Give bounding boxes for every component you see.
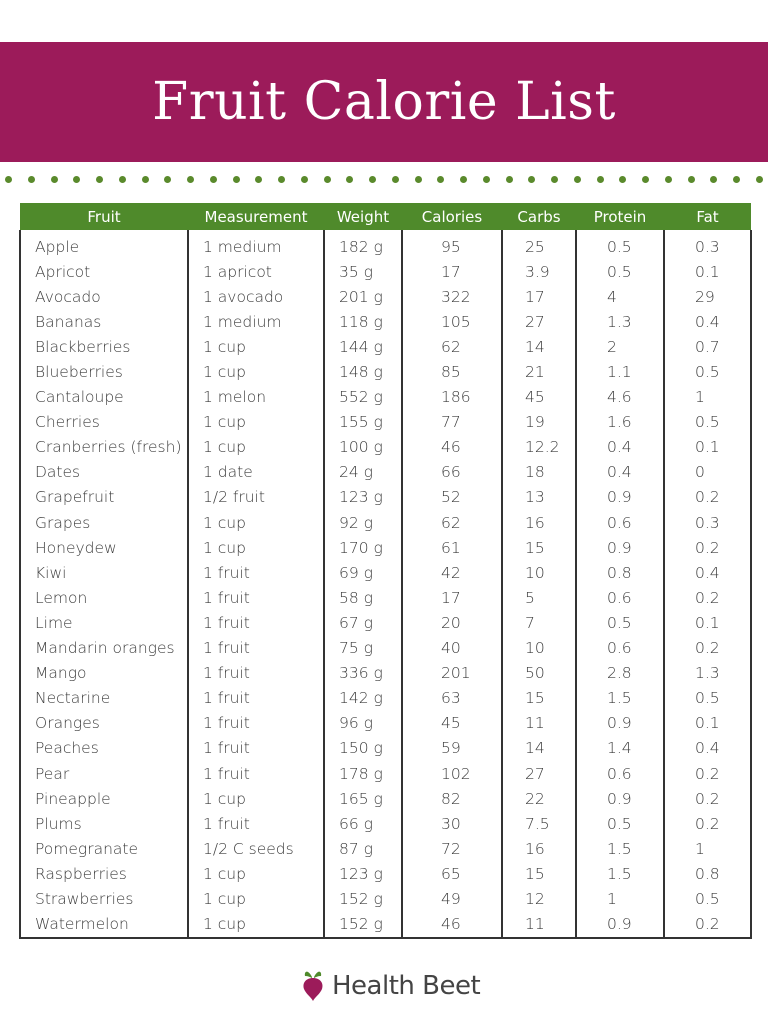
- measurement-cell: 1 cup: [188, 359, 324, 384]
- protein-cell: 0.4: [576, 435, 664, 460]
- fat-cell: 0.1: [664, 711, 751, 736]
- divider-dot: [51, 176, 58, 183]
- carbs-cell: 7.5: [502, 811, 576, 836]
- fruit-cell: Pineapple: [20, 786, 188, 811]
- divider-dot: [597, 176, 604, 183]
- carbs-cell: 18: [502, 460, 576, 485]
- column-header: Fat: [664, 203, 751, 230]
- fruit-cell: Apricot: [20, 259, 188, 284]
- fat-cell: 1: [664, 385, 751, 410]
- divider-dot: [210, 176, 217, 183]
- protein-cell: 0.4: [576, 460, 664, 485]
- weight-cell: 150 g: [324, 736, 402, 761]
- protein-cell: 0.9: [576, 786, 664, 811]
- weight-cell: 201 g: [324, 284, 402, 309]
- carbs-cell: 50: [502, 661, 576, 686]
- table-row: [20, 460, 751, 485]
- calories-cell: 20: [402, 610, 502, 635]
- table-row: [20, 711, 751, 736]
- divider-dot: [233, 176, 240, 183]
- fat-cell: 0.2: [664, 912, 751, 938]
- column-header: Measurement: [188, 203, 324, 230]
- divider-dot: [187, 176, 194, 183]
- carbs-cell: 16: [502, 510, 576, 535]
- protein-cell: 4.6: [576, 385, 664, 410]
- carbs-cell: 15: [502, 535, 576, 560]
- calories-cell: 82: [402, 786, 502, 811]
- carbs-cell: 14: [502, 334, 576, 359]
- fat-cell: 0.2: [664, 585, 751, 610]
- table-row: [20, 234, 751, 259]
- table-row: [20, 359, 751, 384]
- calories-cell: 45: [402, 711, 502, 736]
- table-row: [20, 861, 751, 886]
- measurement-cell: 1 fruit: [188, 711, 324, 736]
- divider-dot: [28, 176, 35, 183]
- calories-cell: 46: [402, 435, 502, 460]
- carbs-cell: 14: [502, 736, 576, 761]
- fat-cell: 0.2: [664, 786, 751, 811]
- calories-cell: 201: [402, 661, 502, 686]
- carbs-cell: 16: [502, 836, 576, 861]
- fat-cell: 0.5: [664, 410, 751, 435]
- fruit-cell: Grapes: [20, 510, 188, 535]
- measurement-cell: 1 fruit: [188, 560, 324, 585]
- weight-cell: 35 g: [324, 259, 402, 284]
- calories-cell: 49: [402, 886, 502, 911]
- protein-cell: 1: [576, 886, 664, 911]
- fat-cell: 0.2: [664, 485, 751, 510]
- fat-cell: 0.2: [664, 636, 751, 661]
- measurement-cell: 1/2 fruit: [188, 485, 324, 510]
- calories-cell: 66: [402, 460, 502, 485]
- table-row: [20, 485, 751, 510]
- divider-dot: [460, 176, 467, 183]
- weight-cell: 182 g: [324, 234, 402, 259]
- table-row: [20, 636, 751, 661]
- fruit-cell: Avocado: [20, 284, 188, 309]
- carbs-cell: 21: [502, 359, 576, 384]
- fat-cell: 0.4: [664, 309, 751, 334]
- table-row: [20, 912, 751, 938]
- calories-cell: 95: [402, 234, 502, 259]
- protein-cell: 0.9: [576, 711, 664, 736]
- fat-cell: 0.5: [664, 359, 751, 384]
- table-body: [20, 230, 751, 938]
- calories-cell: 59: [402, 736, 502, 761]
- divider-dot: [528, 176, 535, 183]
- calories-cell: 62: [402, 334, 502, 359]
- fat-cell: 0.2: [664, 535, 751, 560]
- fat-cell: 0.3: [664, 234, 751, 259]
- divider-dot: [665, 176, 672, 183]
- fruit-cell: Kiwi: [20, 560, 188, 585]
- divider-dot: [619, 176, 626, 183]
- fat-cell: 0.2: [664, 761, 751, 786]
- divider-dot: [710, 176, 717, 183]
- protein-cell: 4: [576, 284, 664, 309]
- table-row: [20, 510, 751, 535]
- weight-cell: 96 g: [324, 711, 402, 736]
- weight-cell: 69 g: [324, 560, 402, 585]
- calories-cell: 322: [402, 284, 502, 309]
- fruit-cell: Nectarine: [20, 686, 188, 711]
- fruit-cell: Apple: [20, 234, 188, 259]
- table-row: [20, 410, 751, 435]
- calories-cell: 46: [402, 912, 502, 938]
- table-row: [20, 535, 751, 560]
- divider-dot: [392, 176, 399, 183]
- fat-cell: 0.2: [664, 811, 751, 836]
- divider-dot: [142, 176, 149, 183]
- carbs-cell: 12: [502, 886, 576, 911]
- fat-cell: 0.1: [664, 610, 751, 635]
- calories-cell: 186: [402, 385, 502, 410]
- carbs-cell: 27: [502, 309, 576, 334]
- protein-cell: 1.5: [576, 861, 664, 886]
- table-row: [20, 334, 751, 359]
- weight-cell: 178 g: [324, 761, 402, 786]
- measurement-cell: 1 fruit: [188, 610, 324, 635]
- fruit-cell: Mandarin oranges: [20, 636, 188, 661]
- table-row: [20, 686, 751, 711]
- weight-cell: 66 g: [324, 811, 402, 836]
- calories-cell: 85: [402, 359, 502, 384]
- divider-dot: [756, 176, 763, 183]
- measurement-cell: 1 fruit: [188, 736, 324, 761]
- column-header: Weight: [324, 203, 402, 230]
- carbs-cell: 13: [502, 485, 576, 510]
- weight-cell: 100 g: [324, 435, 402, 460]
- divider-dot: [96, 176, 103, 183]
- measurement-cell: 1 fruit: [188, 811, 324, 836]
- fruit-cell: Raspberries: [20, 861, 188, 886]
- calories-cell: 72: [402, 836, 502, 861]
- fat-cell: 0: [664, 460, 751, 485]
- table-row: [20, 385, 751, 410]
- measurement-cell: 1 fruit: [188, 661, 324, 686]
- fat-cell: 0.8: [664, 861, 751, 886]
- fat-cell: 0.4: [664, 736, 751, 761]
- fruit-cell: Dates: [20, 460, 188, 485]
- measurement-cell: 1 fruit: [188, 636, 324, 661]
- divider-dot: [346, 176, 353, 183]
- weight-cell: 118 g: [324, 309, 402, 334]
- weight-cell: 144 g: [324, 334, 402, 359]
- fruit-cell: Blueberries: [20, 359, 188, 384]
- fat-cell: 0.5: [664, 686, 751, 711]
- carbs-cell: 15: [502, 861, 576, 886]
- protein-cell: 0.6: [576, 585, 664, 610]
- weight-cell: 58 g: [324, 585, 402, 610]
- fat-cell: 1: [664, 836, 751, 861]
- carbs-cell: 7: [502, 610, 576, 635]
- divider-dot: [255, 176, 262, 183]
- fat-cell: 0.3: [664, 510, 751, 535]
- protein-cell: 0.6: [576, 636, 664, 661]
- divider-dot: [733, 176, 740, 183]
- calorie-table: [19, 203, 752, 939]
- column-header: Carbs: [502, 203, 576, 230]
- protein-cell: 0.6: [576, 510, 664, 535]
- protein-cell: 1.5: [576, 836, 664, 861]
- weight-cell: 148 g: [324, 359, 402, 384]
- fruit-cell: Strawberries: [20, 886, 188, 911]
- weight-cell: 152 g: [324, 912, 402, 938]
- measurement-cell: 1 cup: [188, 912, 324, 938]
- table-row: [20, 560, 751, 585]
- column-header: Fruit: [20, 203, 188, 230]
- fruit-cell: Grapefruit: [20, 485, 188, 510]
- calories-cell: 63: [402, 686, 502, 711]
- calories-cell: 30: [402, 811, 502, 836]
- calories-cell: 17: [402, 259, 502, 284]
- protein-cell: 0.6: [576, 761, 664, 786]
- carbs-cell: 11: [502, 711, 576, 736]
- fruit-cell: Bananas: [20, 309, 188, 334]
- page-title: Fruit Calorie List: [152, 72, 616, 132]
- carbs-cell: 19: [502, 410, 576, 435]
- calories-cell: 61: [402, 535, 502, 560]
- fat-cell: 0.7: [664, 334, 751, 359]
- calories-cell: 77: [402, 410, 502, 435]
- fruit-cell: Watermelon: [20, 912, 188, 938]
- carbs-cell: 12.2: [502, 435, 576, 460]
- measurement-cell: 1 medium: [188, 309, 324, 334]
- divider-dot: [437, 176, 444, 183]
- protein-cell: 0.9: [576, 535, 664, 560]
- weight-cell: 87 g: [324, 836, 402, 861]
- calories-cell: 52: [402, 485, 502, 510]
- protein-cell: 1.6: [576, 410, 664, 435]
- measurement-cell: 1 cup: [188, 410, 324, 435]
- fruit-cell: Blackberries: [20, 334, 188, 359]
- weight-cell: 123 g: [324, 861, 402, 886]
- table-row: [20, 284, 751, 309]
- measurement-cell: 1 cup: [188, 334, 324, 359]
- protein-cell: 0.5: [576, 811, 664, 836]
- weight-cell: 165 g: [324, 786, 402, 811]
- measurement-cell: 1 fruit: [188, 761, 324, 786]
- table-header-row: [20, 203, 751, 230]
- measurement-cell: 1/2 C seeds: [188, 836, 324, 861]
- divider-dot: [574, 176, 581, 183]
- protein-cell: 2.8: [576, 661, 664, 686]
- table-row: [20, 836, 751, 861]
- fat-cell: 0.4: [664, 560, 751, 585]
- protein-cell: 0.5: [576, 259, 664, 284]
- carbs-cell: 15: [502, 686, 576, 711]
- calories-cell: 62: [402, 510, 502, 535]
- health-beet-logo: [300, 966, 480, 1006]
- measurement-cell: 1 cup: [188, 786, 324, 811]
- protein-cell: 1.3: [576, 309, 664, 334]
- fat-cell: 1.3: [664, 661, 751, 686]
- carbs-cell: 22: [502, 786, 576, 811]
- divider-dot: [278, 176, 285, 183]
- weight-cell: 75 g: [324, 636, 402, 661]
- divider-dot: [369, 176, 376, 183]
- divider-dot: [324, 176, 331, 183]
- carbs-cell: 5: [502, 585, 576, 610]
- column-header: Protein: [576, 203, 664, 230]
- protein-cell: 2: [576, 334, 664, 359]
- protein-cell: 1.1: [576, 359, 664, 384]
- weight-cell: 170 g: [324, 535, 402, 560]
- fat-cell: 29: [664, 284, 751, 309]
- fruit-cell: Honeydew: [20, 535, 188, 560]
- protein-cell: 1.4: [576, 736, 664, 761]
- carbs-cell: 27: [502, 761, 576, 786]
- fruit-cell: Lemon: [20, 585, 188, 610]
- protein-cell: 0.9: [576, 912, 664, 938]
- divider-dot: [642, 176, 649, 183]
- divider-dot: [415, 176, 422, 183]
- calories-cell: 65: [402, 861, 502, 886]
- table-row: [20, 435, 751, 460]
- fruit-cell: Plums: [20, 811, 188, 836]
- divider-dot: [483, 176, 490, 183]
- fruit-cell: Pear: [20, 761, 188, 786]
- measurement-cell: 1 cup: [188, 510, 324, 535]
- table-row: [20, 786, 751, 811]
- dotted-divider: [0, 176, 768, 188]
- divider-dot: [551, 176, 558, 183]
- carbs-cell: 10: [502, 560, 576, 585]
- divider-dot: [119, 176, 126, 183]
- fat-cell: 0.5: [664, 886, 751, 911]
- calories-cell: 42: [402, 560, 502, 585]
- carbs-cell: 3.9: [502, 259, 576, 284]
- measurement-cell: 1 apricot: [188, 259, 324, 284]
- fruit-cell: Mango: [20, 661, 188, 686]
- carbs-cell: 11: [502, 912, 576, 938]
- measurement-cell: 1 fruit: [188, 585, 324, 610]
- protein-cell: 0.9: [576, 485, 664, 510]
- protein-cell: 0.5: [576, 234, 664, 259]
- weight-cell: 24 g: [324, 460, 402, 485]
- table-row: [20, 661, 751, 686]
- weight-cell: 336 g: [324, 661, 402, 686]
- divider-dot: [5, 176, 12, 183]
- measurement-cell: 1 melon: [188, 385, 324, 410]
- fruit-cell: Pomegranate: [20, 836, 188, 861]
- weight-cell: 152 g: [324, 886, 402, 911]
- measurement-cell: 1 cup: [188, 861, 324, 886]
- fruit-cell: Oranges: [20, 711, 188, 736]
- measurement-cell: 1 medium: [188, 234, 324, 259]
- table-row: [20, 886, 751, 911]
- carbs-cell: 10: [502, 636, 576, 661]
- calories-cell: 102: [402, 761, 502, 786]
- calorie-table-container: [19, 203, 750, 939]
- table-row: [20, 736, 751, 761]
- weight-cell: 155 g: [324, 410, 402, 435]
- measurement-cell: 1 cup: [188, 435, 324, 460]
- title-banner: [0, 42, 768, 162]
- table-row: [20, 259, 751, 284]
- table-row: [20, 585, 751, 610]
- protein-cell: 0.8: [576, 560, 664, 585]
- table-row: [20, 309, 751, 334]
- divider-dot: [506, 176, 513, 183]
- beet-icon: [300, 967, 326, 1006]
- protein-cell: 0.5: [576, 610, 664, 635]
- fruit-cell: Cranberries (fresh): [20, 435, 188, 460]
- column-header: Calories: [402, 203, 502, 230]
- weight-cell: 142 g: [324, 686, 402, 711]
- divider-dot: [73, 176, 80, 183]
- carbs-cell: 17: [502, 284, 576, 309]
- measurement-cell: 1 avocado: [188, 284, 324, 309]
- protein-cell: 1.5: [576, 686, 664, 711]
- fruit-cell: Lime: [20, 610, 188, 635]
- divider-dot: [164, 176, 171, 183]
- measurement-cell: 1 fruit: [188, 686, 324, 711]
- calories-cell: 105: [402, 309, 502, 334]
- weight-cell: 123 g: [324, 485, 402, 510]
- measurement-cell: 1 cup: [188, 535, 324, 560]
- table-row: [20, 610, 751, 635]
- calories-cell: 40: [402, 636, 502, 661]
- divider-dot: [688, 176, 695, 183]
- fruit-cell: Peaches: [20, 736, 188, 761]
- measurement-cell: 1 cup: [188, 886, 324, 911]
- logo-text: Health Beet: [332, 971, 481, 1001]
- carbs-cell: 45: [502, 385, 576, 410]
- fat-cell: 0.1: [664, 435, 751, 460]
- measurement-cell: 1 date: [188, 460, 324, 485]
- fruit-cell: Cherries: [20, 410, 188, 435]
- weight-cell: 552 g: [324, 385, 402, 410]
- fat-cell: 0.1: [664, 259, 751, 284]
- weight-cell: 67 g: [324, 610, 402, 635]
- weight-cell: 92 g: [324, 510, 402, 535]
- carbs-cell: 25: [502, 234, 576, 259]
- table-row: [20, 811, 751, 836]
- fruit-cell: Cantaloupe: [20, 385, 188, 410]
- calories-cell: 17: [402, 585, 502, 610]
- table-row: [20, 761, 751, 786]
- divider-dot: [301, 176, 308, 183]
